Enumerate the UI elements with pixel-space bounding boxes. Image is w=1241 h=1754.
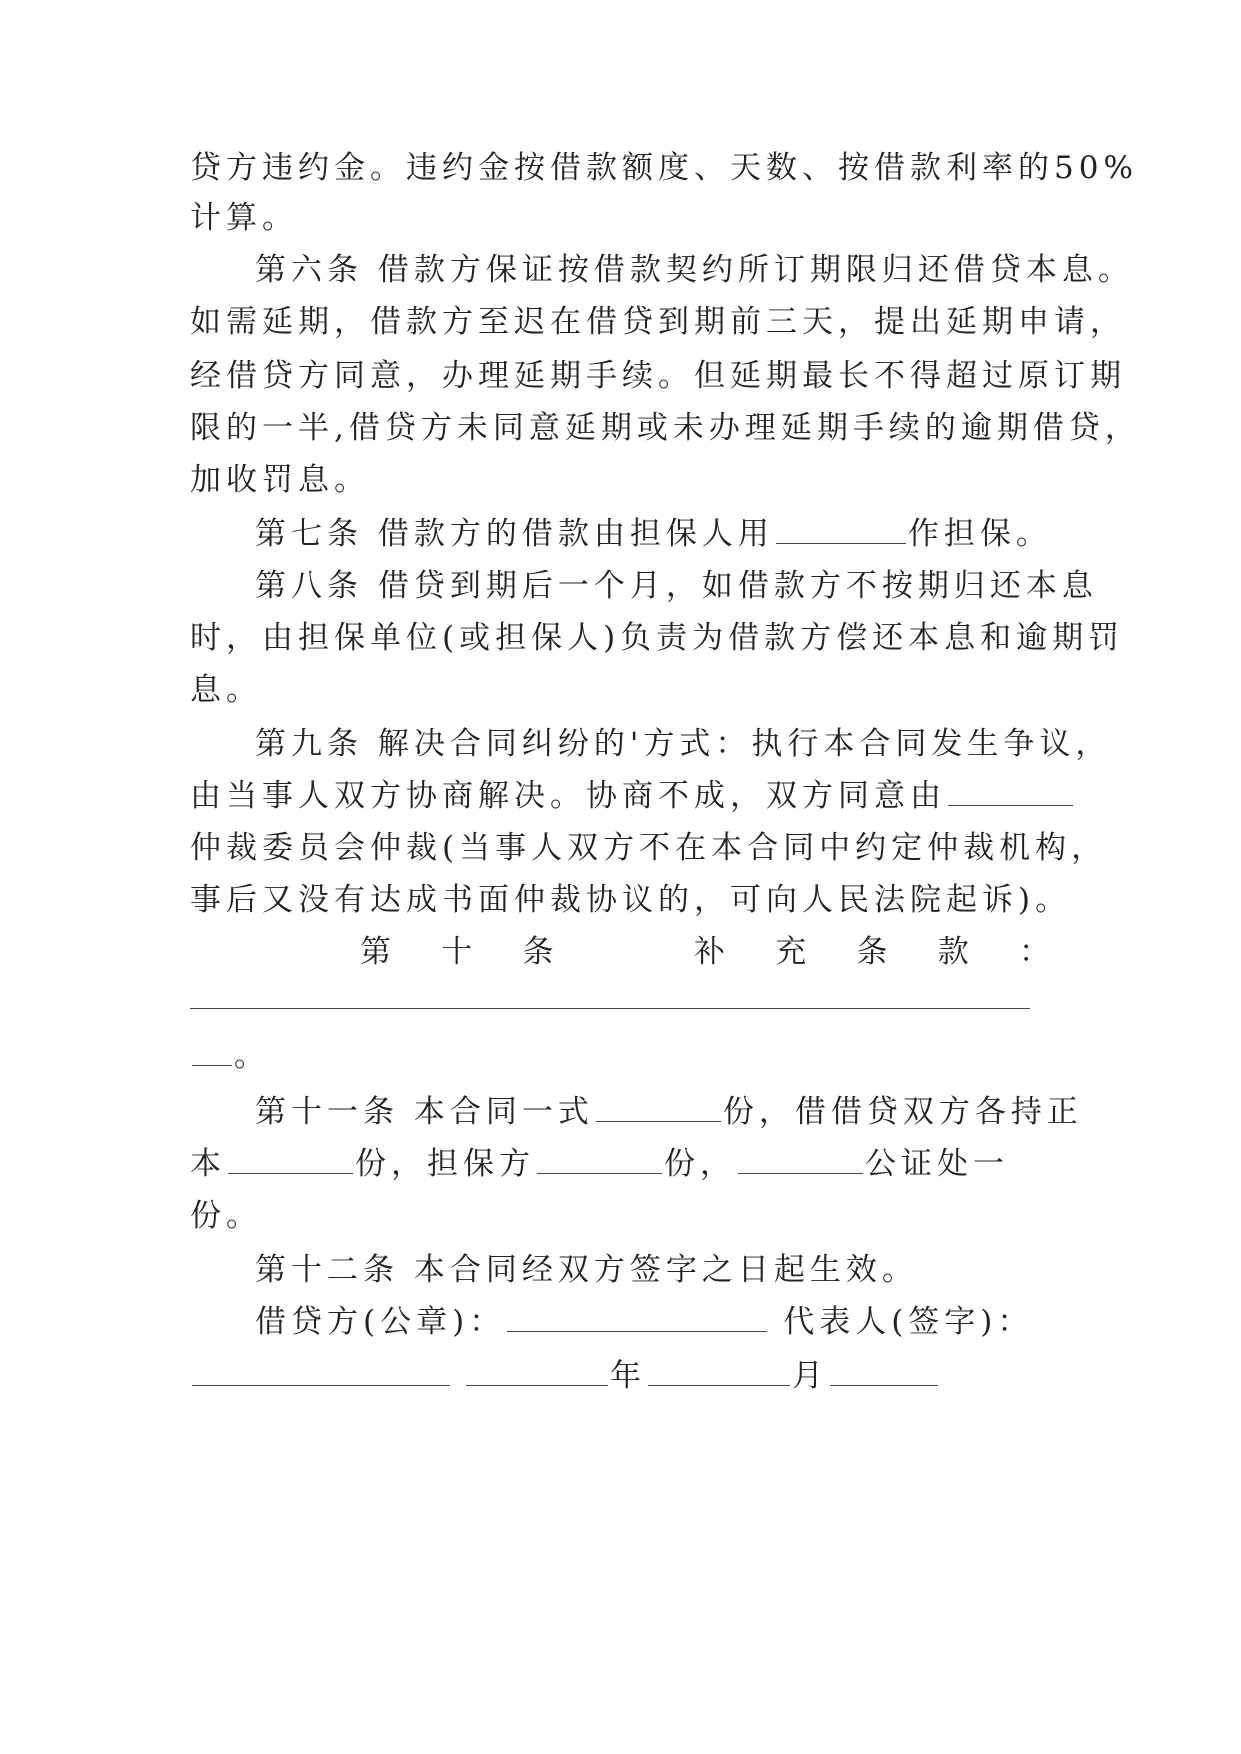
text-line: 息。 [190, 672, 262, 708]
copies-text: 本 [190, 1146, 226, 1182]
article-7-text: 第七条 借款方的借款由担保人用 [255, 516, 774, 552]
copies-text: 份，担保方 [355, 1146, 535, 1182]
fill-blank-line [190, 1008, 1030, 1009]
article-11-text-cont: 份，借借贷双方各持正 [722, 1094, 1083, 1130]
article-9-text: 由当事人双方协商解决。协商不成，双方同意由 [190, 778, 946, 814]
date-line [190, 1356, 940, 1396]
text-line: 仲裁委员会仲裁(当事人双方不在本合同中约定仲裁机构， [190, 830, 1108, 866]
fill-blank [228, 1145, 353, 1174]
article-10-char: 第 [360, 934, 391, 970]
article-10-char: ： [1019, 934, 1050, 970]
article-11-text: 第十一条 本合同一式 [255, 1094, 594, 1130]
fill-blank [192, 1357, 450, 1386]
article-10-char: 条 [522, 934, 554, 970]
article-12-line: 第十二条 本合同经双方签字之日起生效。 [255, 1252, 918, 1288]
month-label: 月 [792, 1358, 828, 1394]
period-mark: 。 [234, 1038, 270, 1074]
article-10-char: 十 [441, 934, 473, 970]
article-10-char: 条 [856, 934, 888, 970]
article-10-char: 补 [694, 934, 725, 970]
fill-blank [776, 515, 906, 544]
article-9-line: 第九条 解决合同纠纷的'方式：执行本合同发生争议， [255, 726, 1112, 762]
article-7-line [255, 514, 1052, 554]
fill-blank [466, 1357, 608, 1386]
year-label: 年 [610, 1358, 646, 1394]
fill-blank [830, 1357, 938, 1386]
article-7-text-end: 作担保。 [907, 516, 1052, 552]
fill-blank [596, 1093, 721, 1122]
representative-label: 代表人(签字)： [783, 1304, 1034, 1340]
text-line: 事后又没有达成书面仲裁协议的，可向人民法院起诉)。 [190, 882, 1072, 918]
signature-line [255, 1302, 1033, 1342]
fill-blank [192, 1037, 232, 1066]
text-line: 加收罚息。 [190, 462, 370, 498]
text-line [190, 1036, 270, 1076]
article-8-line: 第八条 借贷到期后一个月，如借款方不按期归还本息 [255, 568, 1098, 604]
text-line: 计算。 [190, 200, 298, 236]
text-line: 时，由担保单位(或担保人)负责为借款方偿还本息和逾期罚 [190, 620, 1125, 656]
lender-seal-label: 借贷方(公章)： [255, 1304, 506, 1340]
article-10-char: 款 [937, 934, 969, 970]
copies-text: 公证处一 [865, 1146, 1009, 1182]
copies-text: 份， [664, 1146, 736, 1182]
text-line: 经借贷方同意，办理延期手续。但延期最长不得超过原订期 [190, 358, 1126, 394]
article-11-line [255, 1092, 1083, 1132]
fill-blank [738, 1145, 863, 1174]
text-line: 份。 [190, 1198, 262, 1234]
text-line [190, 1144, 1009, 1184]
article-6-line: 第六条 借款方保证按借款契约所订期限归还借贷本息。 [255, 252, 1134, 288]
fill-blank [537, 1145, 662, 1174]
text-line: 限的一半,借贷方未同意延期或未办理延期手续的逾期借贷， [190, 410, 1141, 446]
article-10-char: 充 [775, 934, 807, 970]
fill-blank [648, 1357, 790, 1386]
fill-blank [507, 1303, 767, 1332]
text-line: 如需延期，借款方至迟在借贷到期前三天，提出延期申请， [190, 304, 1126, 340]
text-line: 贷方违约金。违约金按借款额度、天数、按借款利率的50% [190, 150, 1138, 186]
spacer [604, 932, 644, 972]
text-line [190, 776, 1075, 816]
fill-blank [948, 777, 1073, 806]
article-10-heading [360, 932, 1050, 972]
